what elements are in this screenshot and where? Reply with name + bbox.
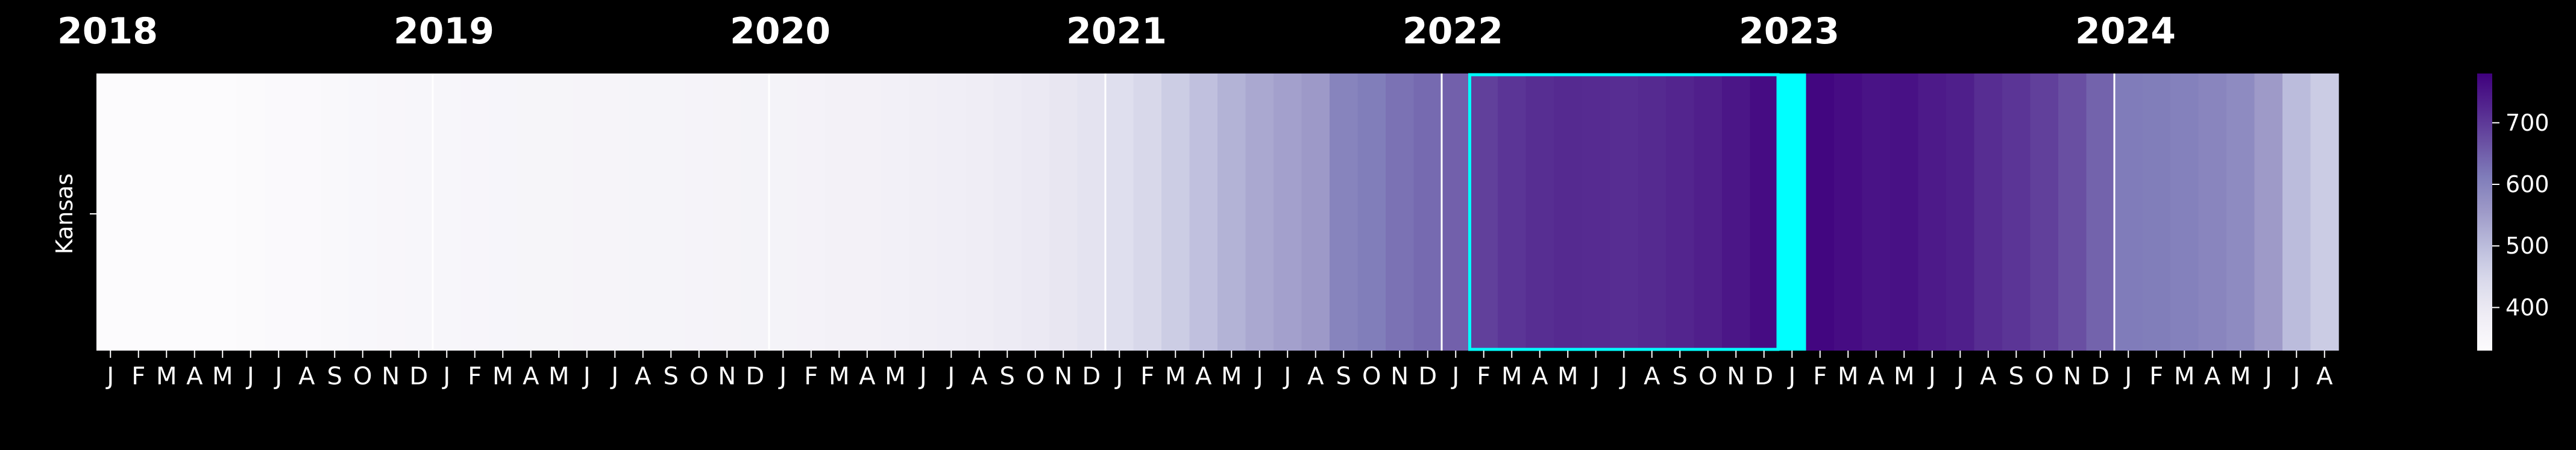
year-label: 2020 (730, 10, 831, 52)
month-tick-label: J (1788, 363, 1796, 390)
month-tick-label: S (1336, 363, 1351, 390)
month-tick-label: N (718, 363, 737, 390)
heatmap-cell (377, 73, 405, 351)
heatmap-cell (517, 73, 545, 351)
month-tick-label: F (131, 363, 146, 390)
year-label: 2019 (394, 10, 494, 52)
month-tick-label: J (1255, 363, 1263, 390)
year-label: 2022 (1403, 10, 1503, 52)
heatmap-cell (2087, 73, 2115, 351)
month-tick-label: A (859, 363, 876, 390)
heatmap-cell (349, 73, 377, 351)
month-tick-label: M (828, 363, 850, 390)
month-tick-label: F (1813, 363, 1827, 390)
heatmap-cell (489, 73, 517, 351)
month-tick-label: F (1140, 363, 1155, 390)
month-tick-label: A (298, 363, 315, 390)
heatmap-cell (629, 73, 658, 351)
month-tick-label: M (212, 363, 233, 390)
heatmap-cell (797, 73, 826, 351)
month-tick-label: F (804, 363, 818, 390)
month-tick-label: A (186, 363, 203, 390)
heatmap-cell (853, 73, 882, 351)
heatmap-cell (1274, 73, 1302, 351)
heatmap-cell (1358, 73, 1386, 351)
month-tick-label: O (1698, 363, 1718, 390)
month-tick-label: A (1307, 363, 1324, 390)
month-tick-label: A (1980, 363, 1997, 390)
heatmap-cell (1722, 73, 1750, 351)
heatmap-cell (881, 73, 909, 351)
month-tick-label: M (1220, 363, 1242, 390)
month-tick-label: J (779, 363, 787, 390)
heatmap-cell (1862, 73, 1891, 351)
heatmap-cell (1918, 73, 1947, 351)
heatmap-cell (1750, 73, 1779, 351)
heatmap-cell (1246, 73, 1274, 351)
heatmap-cell (741, 73, 770, 351)
colorbar-gradient (2477, 73, 2492, 351)
month-tick-label: O (2035, 363, 2054, 390)
month-tick-label: M (1837, 363, 1859, 390)
month-tick-label: M (1501, 363, 1522, 390)
month-tick-label: S (999, 363, 1015, 390)
heatmap-cell (237, 73, 265, 351)
month-tick-label: M (492, 363, 514, 390)
month-tick-label: D (409, 363, 429, 390)
month-tick-label: A (1868, 363, 1885, 390)
month-tick-label: J (1116, 363, 1123, 390)
heatmap-cell (433, 73, 461, 351)
heatmap-cell (1666, 73, 1694, 351)
month-tick-label: O (1026, 363, 1045, 390)
month-tick-label: S (327, 363, 342, 390)
month-tick-label: O (353, 363, 372, 390)
heatmap-cell (2199, 73, 2227, 351)
month-tick-label: J (1956, 363, 1964, 390)
month-tick-label: M (1557, 363, 1579, 390)
heatmap-cell (1386, 73, 1414, 351)
row-label: Kansas (51, 173, 78, 255)
month-tick-label: D (1082, 363, 1101, 390)
heatmap-cell (1302, 73, 1330, 351)
heatmap-cell (265, 73, 293, 351)
month-tick-label: J (2264, 363, 2272, 390)
month-tick-label: J (2125, 363, 2132, 390)
heatmap-cell (713, 73, 741, 351)
month-tick-label: J (1592, 363, 1600, 390)
month-tick-label: A (971, 363, 988, 390)
heatmap-cell (993, 73, 1022, 351)
heatmap-cell (2311, 73, 2339, 351)
month-tick-label: A (523, 363, 539, 390)
heatmap-cell (1526, 73, 1554, 351)
colorbar-tick-label: 500 (2505, 233, 2549, 260)
month-tick-label: A (2316, 363, 2333, 390)
heatmap-cell (1610, 73, 1638, 351)
month-tick-label: D (1755, 363, 1774, 390)
month-tick-label: J (919, 363, 927, 390)
heatmap-cell (825, 73, 853, 351)
month-tick-label: N (1054, 363, 1073, 390)
month-tick-label: O (690, 363, 709, 390)
month-tick-label: J (275, 363, 283, 390)
heatmap-cell (1049, 73, 1078, 351)
heatmap-cell (1834, 73, 1862, 351)
month-tick-label: A (635, 363, 652, 390)
month-tick-label: D (2091, 363, 2110, 390)
month-tick-label: A (1644, 363, 1660, 390)
month-tick-label: M (884, 363, 906, 390)
heatmap-cell (1694, 73, 1723, 351)
heatmap-cell (1161, 73, 1190, 351)
year-label: 2023 (1739, 10, 1839, 52)
heatmap-cell (601, 73, 629, 351)
month-tick-label: A (2204, 363, 2221, 390)
month-tick-label: J (611, 363, 619, 390)
heatmap-cell (657, 73, 685, 351)
month-tick-label: D (1418, 363, 1437, 390)
heatmap-cell (1414, 73, 1442, 351)
month-tick-label: J (107, 363, 115, 390)
month-tick-label: A (1531, 363, 1548, 390)
heatmap-cell (209, 73, 237, 351)
heatmap-cell (2143, 73, 2171, 351)
month-tick-label: N (382, 363, 400, 390)
month-tick-label: S (2008, 363, 2024, 390)
heatmap-cell (1105, 73, 1134, 351)
month-tick-label: J (247, 363, 254, 390)
heatmap-cell (96, 73, 125, 351)
heatmap-cell (1974, 73, 2003, 351)
heatmap-cell (1022, 73, 1050, 351)
heatmap-cell (937, 73, 966, 351)
heatmap-cell (125, 73, 153, 351)
month-tick-label: D (746, 363, 765, 390)
heatmap-cell (1554, 73, 1582, 351)
month-tick-label: J (1452, 363, 1460, 390)
heatmap-cell (909, 73, 938, 351)
heatmap-cell (2058, 73, 2087, 351)
month-tick-label: F (2149, 363, 2164, 390)
month-tick-label: N (1727, 363, 1745, 390)
month-tick-label: M (156, 363, 177, 390)
heatmap-cell (152, 73, 181, 351)
month-tick-label: J (2293, 363, 2301, 390)
month-tick-label: M (2173, 363, 2195, 390)
heatmap-cell (1078, 73, 1106, 351)
colorbar-tick-label: 600 (2505, 171, 2549, 198)
month-tick-label: J (1284, 363, 1292, 390)
colorbar-tick-label: 700 (2505, 109, 2549, 136)
heatmap-cell (2282, 73, 2311, 351)
colorbar-tick-label: 400 (2505, 294, 2549, 321)
month-tick-label: O (1362, 363, 1381, 390)
heatmap-cell (2114, 73, 2143, 351)
month-tick-label: A (1195, 363, 1212, 390)
month-tick-label: M (548, 363, 570, 390)
month-tick-label: F (1477, 363, 1491, 390)
heatmap-cell (293, 73, 321, 351)
heatmap-cell (966, 73, 994, 351)
heatmap-cell (1498, 73, 1526, 351)
month-tick-label: J (947, 363, 955, 390)
heatmap-cell (1778, 73, 1806, 351)
heatmap-cell (181, 73, 209, 351)
month-tick-label: M (1164, 363, 1186, 390)
year-label: 2018 (57, 10, 158, 52)
heatmap-cell (1806, 73, 1835, 351)
month-tick-label: J (1928, 363, 1936, 390)
heatmap-cell (769, 73, 797, 351)
heatmap-cell (573, 73, 602, 351)
month-tick-label: J (443, 363, 451, 390)
month-tick-label: M (2229, 363, 2251, 390)
year-label: 2024 (2075, 10, 2176, 52)
heatmap-cell (1134, 73, 1162, 351)
heatmap-cell (1217, 73, 1246, 351)
heatmap-cell (405, 73, 433, 351)
heatmap-cell (1582, 73, 1610, 351)
month-tick-label: F (468, 363, 482, 390)
month-tick-label: N (1390, 363, 1409, 390)
month-tick-label: S (663, 363, 679, 390)
heatmap-cell (2031, 73, 2059, 351)
heatmap-cell (1442, 73, 1470, 351)
month-tick-label: J (1620, 363, 1628, 390)
heatmap-cell (2226, 73, 2255, 351)
heatmap-cell (321, 73, 349, 351)
heatmap-cell (2170, 73, 2199, 351)
heatmap-cell (685, 73, 714, 351)
heatmap-cell (1330, 73, 1358, 351)
heatmap-cell (1890, 73, 1918, 351)
heatmap-cell (461, 73, 489, 351)
year-label: 2021 (1066, 10, 1167, 52)
month-tick-label: M (1893, 363, 1915, 390)
month-tick-label: S (1672, 363, 1688, 390)
heatmap-cell (1190, 73, 1218, 351)
heatmap-cell (2255, 73, 2283, 351)
heatmap-cell (1470, 73, 1498, 351)
month-tick-label: J (583, 363, 591, 390)
heatmap-cell (545, 73, 573, 351)
month-tick-label: N (2063, 363, 2082, 390)
heatmap-cell (1946, 73, 1974, 351)
heatmap-cell (1638, 73, 1667, 351)
heatmap-cell (2002, 73, 2031, 351)
